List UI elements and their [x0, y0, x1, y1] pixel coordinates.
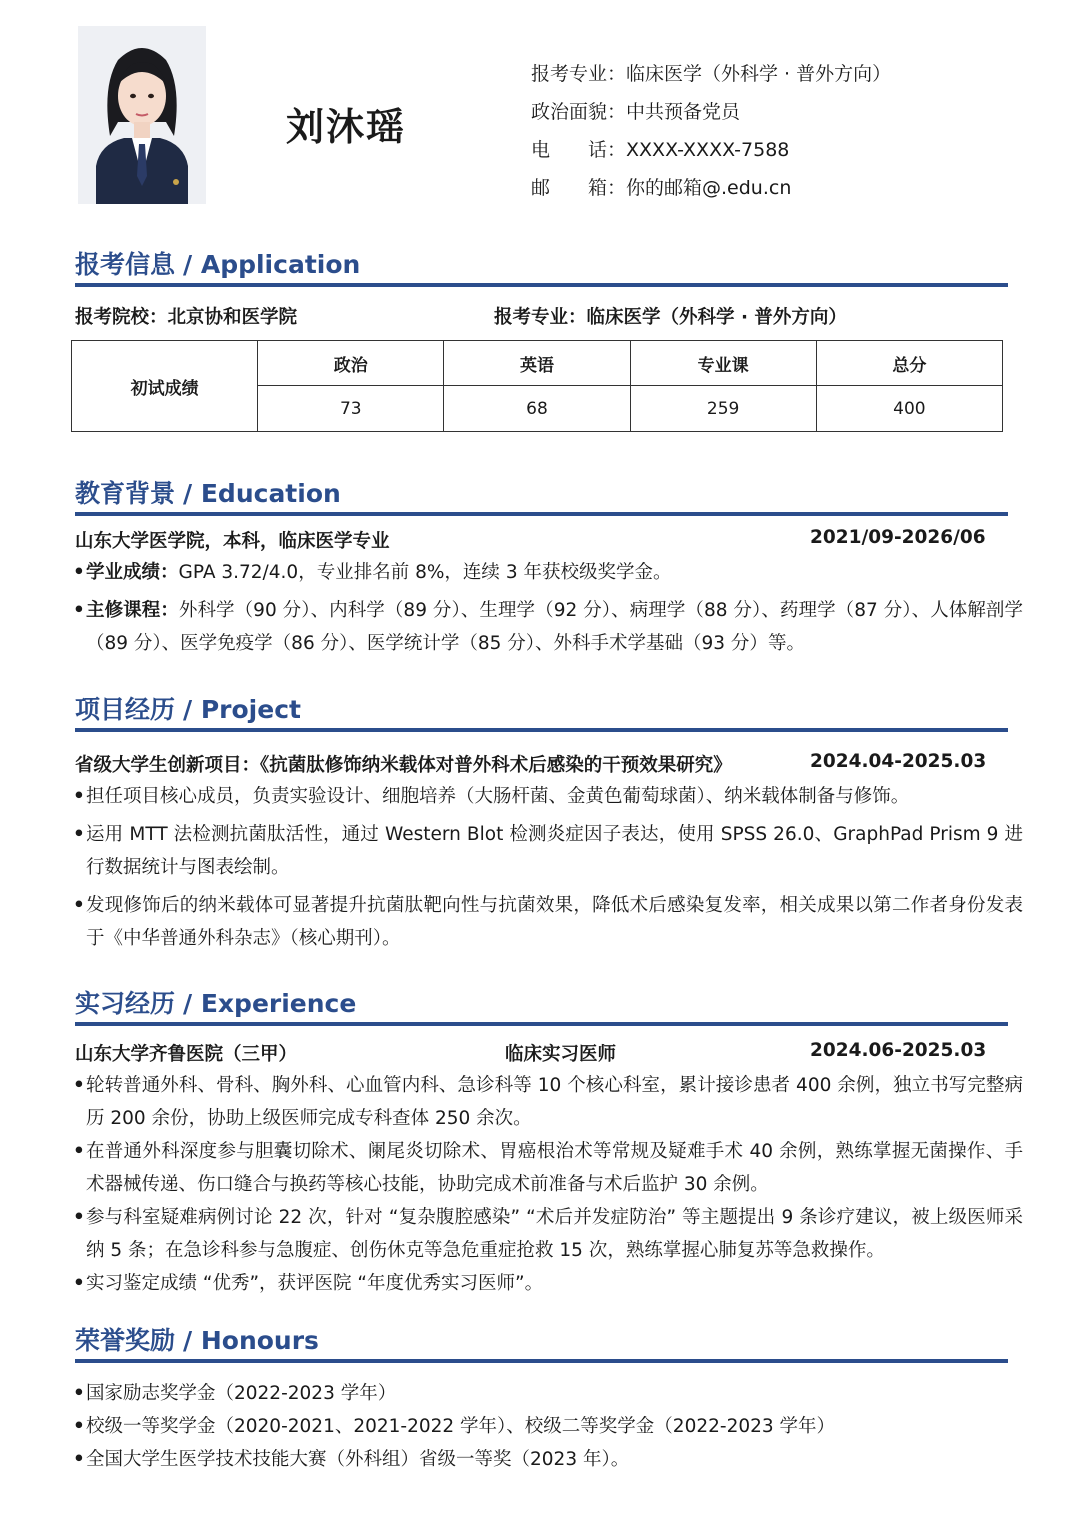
section-divider — [75, 1022, 1008, 1026]
section-title: 项目经历 / Project — [75, 695, 301, 724]
score-header: 总分 — [816, 341, 1002, 386]
list-item: • 主修课程：外科学（90 分）、内科学（89 分）、生理学（92 分）、病理学（88 分）、药理学（87 分）、人体解剖学（89 分）、医学免疫学（86 分）、医学统计学（85 分）、外科手术学基础（93 分）等。 — [75, 594, 1023, 660]
section-header-application — [75, 248, 1008, 287]
list-item: • 全国大学生医学技术技能大赛（外科组）省级一等奖（2023 年）。 — [75, 1443, 1023, 1476]
section-header-experience — [75, 987, 1008, 1026]
target-school: 报考院校：北京协和医学院 — [75, 307, 298, 328]
score-value: 259 — [630, 386, 816, 432]
education-school: 山东大学医学院，本科，临床医学专业 — [75, 531, 390, 552]
internship-period: 2024.06-2025.03 — [810, 1040, 987, 1061]
profile-photo — [78, 26, 206, 204]
experience-details — [75, 1069, 1023, 1300]
info-email: 邮 箱：你的邮箱@.edu.cn — [531, 177, 792, 199]
project-details — [75, 780, 1023, 955]
target-major: 报考专业：临床医学（外科学 · 普外方向） — [494, 307, 847, 328]
section-title: 教育背景 / Education — [75, 479, 341, 508]
honours-list — [75, 1377, 1023, 1476]
section-divider — [75, 283, 1008, 287]
exam-score-table — [71, 340, 1003, 432]
list-item: • 运用 MTT 法检测抗菌肽活性，通过 Western Blot 检测炎症因子表达，使用 SPSS 26.0、GraphPad Prism 9 进行数据统计与图表绘制。 — [75, 818, 1023, 884]
section-title: 荣誉奖励 / Honours — [75, 1326, 319, 1355]
list-item: • 参与科室疑难病例讨论 22 次，针对 “复杂腹腔感染” “术后并发症防治” 等主题提出 9 条诊疗建议，被上级医师采纳 5 条；在急诊科参与急腹症、创伤休克等急危重症抢救 15 次，熟练掌握心肺复苏等急救操作。 — [75, 1201, 1023, 1267]
internship-hospital: 山东大学齐鲁医院（三甲） — [75, 1044, 298, 1065]
project-name: 省级大学生创新项目：《抗菌肽修饰纳米载体对普外科术后感染的干预效果研究》 — [75, 755, 732, 776]
internship-role: 临床实习医师 — [505, 1044, 617, 1065]
list-item: • 实习鉴定成绩 “优秀”，获评医院 “年度优秀实习医师”。 — [75, 1267, 1023, 1300]
info-major: 报考专业：临床医学（外科学 · 普外方向） — [531, 63, 892, 85]
section-header-honours — [75, 1324, 1008, 1363]
section-header-education — [75, 477, 1008, 516]
score-header: 政治 — [258, 341, 444, 386]
info-political-status: 政治面貌：中共预备党员 — [531, 101, 741, 123]
education-period: 2021/09-2026/06 — [810, 527, 986, 548]
list-item: • 学业成绩：GPA 3.72/4.0，专业排名前 8%，连续 3 年获校级奖学金。 — [75, 556, 1023, 589]
score-value: 400 — [816, 386, 1002, 432]
section-divider — [75, 728, 1008, 732]
candidate-name: 刘沐瑶 — [286, 105, 407, 149]
list-item: • 轮转普通外科、骨科、胸外科、心血管内科、急诊科等 10 个核心科室，累计接诊患者 400 余例，独立书写完整病历 200 余份，协助上级医师完成专科查体 250 余次。 — [75, 1069, 1023, 1135]
education-details — [75, 556, 1023, 660]
list-item: • 发现修饰后的纳米载体可显著提升抗菌肽靶向性与抗菌效果，降低术后感染复发率，相关成果以第二作者身份发表于《中华普通外科杂志》（核心期刊）。 — [75, 889, 1023, 955]
list-item: • 担任项目核心成员，负责实验设计、细胞培养（大肠杆菌、金黄色葡萄球菌）、纳米载体制备与修饰。 — [75, 780, 1023, 813]
section-divider — [75, 512, 1008, 516]
score-header: 专业课 — [630, 341, 816, 386]
score-header: 英语 — [444, 341, 630, 386]
section-header-project — [75, 693, 1008, 732]
project-period: 2024.04-2025.03 — [810, 751, 987, 772]
score-value: 73 — [258, 386, 444, 432]
portrait-illustration — [78, 26, 206, 204]
list-item: • 在普通外科深度参与胆囊切除术、阑尾炎切除术、胃癌根治术等常规及疑难手术 40 余例，熟练掌握无菌操作、手术器械传递、伤口缝合与换药等核心技能，协助完成术前准备与术后监护 30 余例。 — [75, 1135, 1023, 1201]
section-divider — [75, 1359, 1008, 1363]
section-title: 实习经历 / Experience — [75, 989, 357, 1018]
contact-info — [531, 55, 891, 207]
score-value: 68 — [444, 386, 630, 432]
info-phone: 电 话：XXXX-XXXX-7588 — [531, 139, 790, 161]
list-item: • 校级一等奖学金（2020-2021、2021-2022 学年）、校级二等奖学金（2022-2023 学年） — [75, 1410, 1023, 1443]
list-item: • 国家励志奖学金（2022-2023 学年） — [75, 1377, 1023, 1410]
score-row-label: 初试成绩 — [72, 341, 258, 432]
section-title: 报考信息 / Application — [75, 250, 361, 279]
